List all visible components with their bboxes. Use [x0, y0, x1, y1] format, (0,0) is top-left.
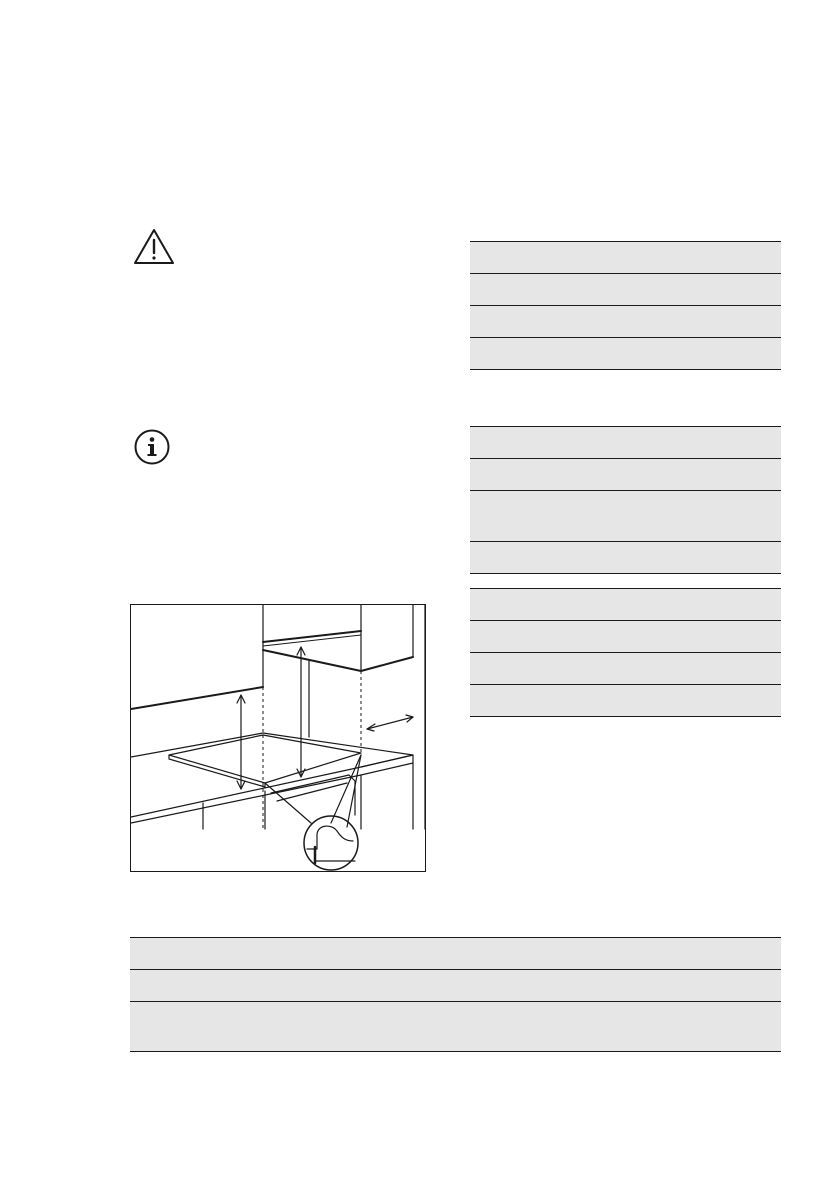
table-row [470, 684, 781, 716]
table-row [470, 652, 781, 684]
installation-diagram [130, 604, 426, 872]
table-row [130, 937, 781, 969]
table-row [470, 337, 781, 369]
table-row [130, 969, 781, 1001]
table-row [470, 241, 781, 273]
table-row [470, 426, 781, 458]
table-row [470, 620, 781, 652]
spec-table-3 [470, 588, 781, 717]
warning-icon [133, 228, 175, 266]
table-row [470, 490, 781, 541]
table-row [470, 541, 781, 573]
spec-table-2 [470, 426, 781, 574]
table-row [470, 305, 781, 337]
table-row [130, 1001, 781, 1051]
table-row [470, 588, 781, 620]
spec-table-4 [130, 937, 781, 1052]
table-row [470, 273, 781, 305]
info-icon [133, 428, 171, 466]
spec-table-1 [470, 241, 781, 370]
installation-drawing [131, 605, 425, 871]
table-row [470, 458, 781, 490]
